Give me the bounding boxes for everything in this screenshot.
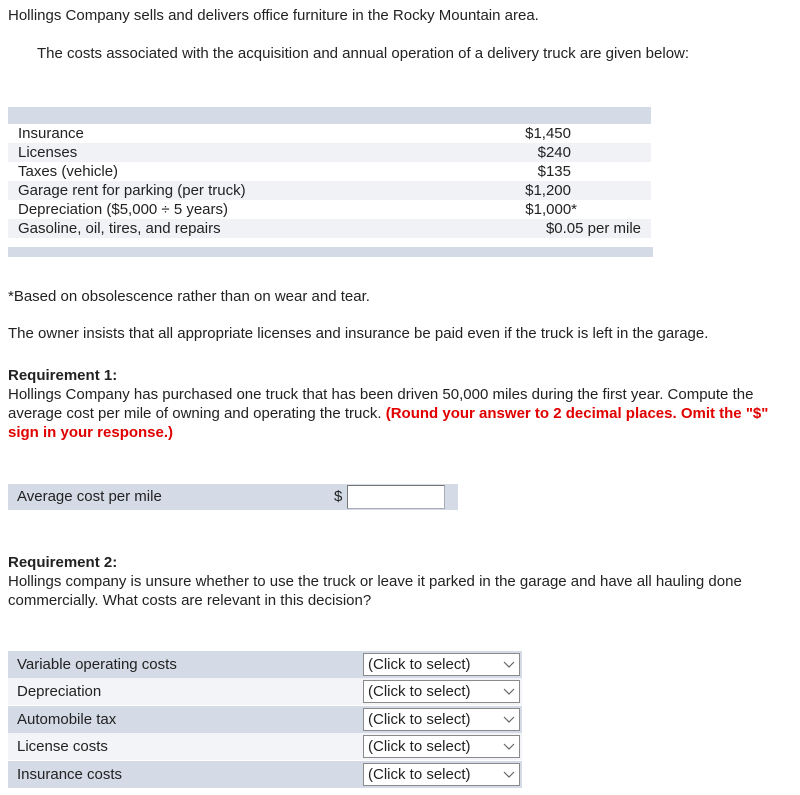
cost-label: Insurance xyxy=(18,125,84,142)
cost-row-garage-rent xyxy=(8,181,651,200)
select-value: (Click to select) xyxy=(368,711,471,728)
cost-row-insurance xyxy=(8,124,651,143)
cost-label: Depreciation ($5,000 ÷ 5 years) xyxy=(18,201,229,218)
requirement-1-title: Requirement 1: xyxy=(8,367,118,384)
currency-symbol: $ xyxy=(334,488,343,505)
relevant-cost-row-auto-tax xyxy=(8,706,522,733)
footnote: *Based on obsolescence rather than on wear and tear. xyxy=(8,288,370,305)
cost-value: $0.05 per mile xyxy=(545,220,641,237)
relevant-cost-label: Automobile tax xyxy=(17,711,117,728)
requirement-2-body: Hollings company is unsure whether to use the truck or leave it parked in the garage and have all hauling done commercially. What costs are relevant in this decision? xyxy=(8,573,742,609)
select-value: (Click to select) xyxy=(368,738,471,755)
cost-row-licenses xyxy=(8,143,651,162)
cost-value: $135 xyxy=(537,163,571,180)
cost-label: Garage rent for parking (per truck) xyxy=(18,182,246,199)
cost-label: Taxes (vehicle) xyxy=(18,163,119,180)
relevant-cost-label: Depreciation xyxy=(17,683,102,700)
chevron-down-icon xyxy=(503,654,515,675)
cost-row-depreciation xyxy=(8,200,651,219)
requirement-1-instruction: (Round your answer to 2 decimal places. Omit the "$" sign in your response.) xyxy=(8,405,769,441)
relevant-cost-label: Insurance costs xyxy=(17,766,123,783)
cost-label: Gasoline, oil, tires, and repairs xyxy=(18,220,221,237)
average-cost-input[interactable] xyxy=(347,485,445,509)
cost-table xyxy=(8,107,651,257)
requirement-1-text xyxy=(8,385,798,442)
cost-table-footer-bar xyxy=(8,247,653,257)
requirement-2-title: Requirement 2: xyxy=(8,554,118,571)
cost-row-gasoline xyxy=(8,219,651,238)
cost-table-header-bar xyxy=(8,107,651,124)
intro-line-2: The costs associated with the acquisition and annual operation of a delivery truck are given below: xyxy=(37,45,690,62)
relevant-cost-row-variable xyxy=(8,651,522,678)
relevant-cost-row-insurance xyxy=(8,761,522,788)
relevant-select-license[interactable] xyxy=(363,735,520,758)
cost-value: $1,200 xyxy=(525,182,571,199)
relevant-cost-row-license xyxy=(8,733,522,760)
average-cost-row xyxy=(8,484,458,510)
relevant-cost-label: Variable operating costs xyxy=(17,656,177,673)
relevant-cost-label: License costs xyxy=(17,738,108,755)
cost-value: $1,450 xyxy=(525,125,571,142)
chevron-down-icon xyxy=(503,681,515,702)
relevant-select-variable[interactable] xyxy=(363,653,520,676)
select-value: (Click to select) xyxy=(368,683,471,700)
chevron-down-icon xyxy=(503,736,515,757)
cost-value: $1,000* xyxy=(525,201,577,218)
cost-label: Licenses xyxy=(18,144,78,161)
relevant-costs-table xyxy=(8,651,522,790)
select-value: (Click to select) xyxy=(368,766,471,783)
owner-note: The owner insists that all appropriate licenses and insurance be paid even if the truck is left in the garage. xyxy=(8,325,709,342)
relevant-select-depreciation[interactable] xyxy=(363,680,520,703)
select-value: (Click to select) xyxy=(368,656,471,673)
chevron-down-icon xyxy=(503,764,515,785)
requirement-1-body: Hollings Company has purchased one truck that has been driven 50,000 miles during the first year. Compute the average cost per mile of owning and operating the truck. xyxy=(8,386,754,422)
requirement-1 xyxy=(8,366,798,442)
cost-row-taxes xyxy=(8,162,651,181)
relevant-cost-row-depreciation xyxy=(8,678,522,705)
intro-line-1: Hollings Company sells and delivers office furniture in the Rocky Mountain area. xyxy=(8,7,539,24)
cost-value: $240 xyxy=(537,144,571,161)
relevant-select-insurance[interactable] xyxy=(363,763,520,786)
requirement-2 xyxy=(8,553,798,610)
chevron-down-icon xyxy=(503,709,515,730)
relevant-select-auto-tax[interactable] xyxy=(363,708,520,731)
average-cost-label: Average cost per mile xyxy=(17,488,162,505)
